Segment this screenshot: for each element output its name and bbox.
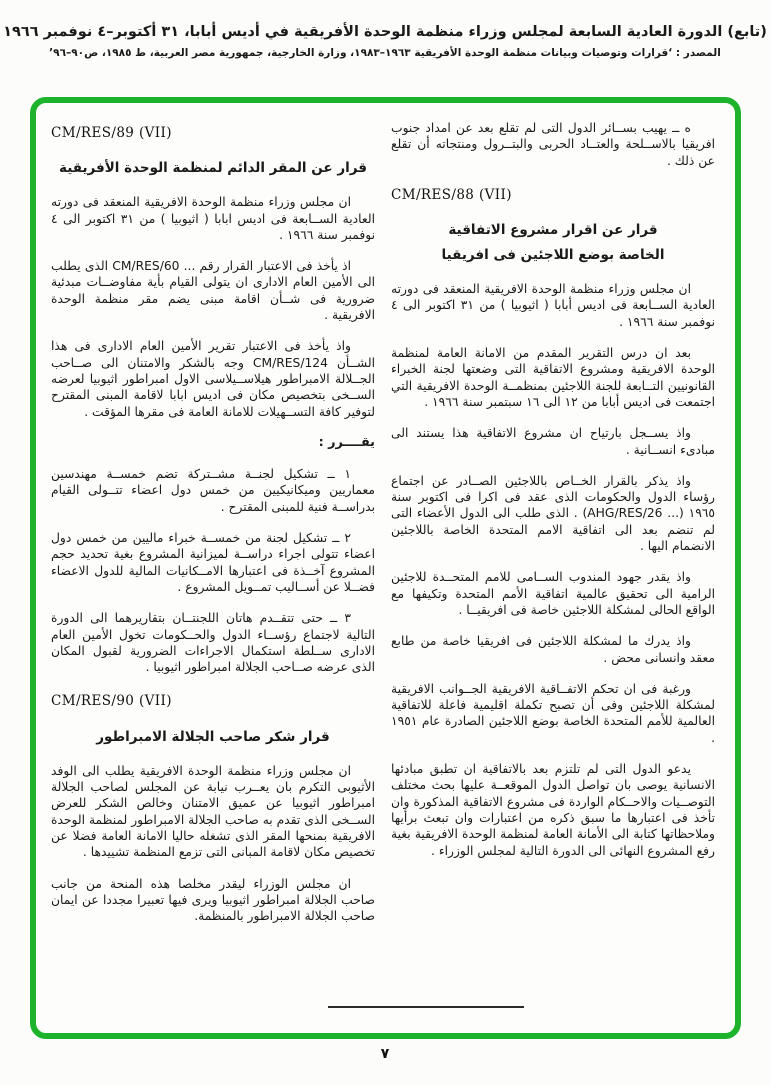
paragraph: ورغبة فى ان تحكم الاتفــاقية الافريقية الجــوانب الافريقية لمشكلة اللاجئين وفى أن تصبح تكملة اقليمية فاعلة للاتفاقية العالمية للأمم المتحدة الخاصة بوضع اللاجئين الصادرة عام ١٩٥١ .	[391, 681, 715, 745]
resolution-title-cm-res-89: قرار عن المقر الدائم لمنظمة الوحدة الأفريقية	[59, 160, 367, 177]
paragraph: واذ يأخذ فى الاعتبار تقرير الأمين العام الادارى فى هذا الشــأن CM/RES/124 وجه بالشكر والامتنان الى صــاحب الجــلالة الامبراطور هيلاســيلاسى الاول امبراطور اثيوبيا لعرضه الســخى بتخصيص مكان فى اديس ابابا لاقامة المبنى المقترح لتوفير كافة التســهيلات للامانة العامة فى مقرها المؤقت .	[51, 339, 375, 419]
end-divider-rule	[328, 1006, 524, 1008]
paragraph: ان مجلس وزراء منظمة الوحدة الافريقية المنعقد فى دورته العادية الســابعة فى اديس ابابا ( اثيوبيا ) من ٣١ اكتوبر الى ٤ نوفمبر سنة ١٩٦٦ .	[51, 195, 375, 242]
paragraph: ان مجلس وزراء منظمة الوحدة الافريقية المنعقد فى دورته العادية الســابعة فى اديس أبابا ( اثيوبيا ) من ٣١ اكتوبر الى ٤ نوفمبر سنة ١٩٦٦ .	[391, 282, 715, 329]
decides-label: يقــــرر :	[318, 434, 375, 450]
left-column	[51, 120, 375, 939]
paragraph: واذ يســجل بارتياح ان مشروع الاتفاقية هذا يستند الى مبادىء انســانية .	[391, 426, 715, 457]
paragraph: واذ يذكر بالقرار الخــاص باللاجئين الصــادر عن اجتماع رؤساء الدول والحكومات الذى عقد فى اكرا فى اكتوبر سنة ١٩٦٥ (... AHG/RES/26) . الذى طلب الى الدول الأعضاء التى لم تنضم بعد الى اتفاقية الامم المتحدة الخاصة باللاجئين الانضمام اليها .	[391, 473, 716, 554]
two-column-layout	[36, 103, 735, 939]
resolution-code-cm-res-89: CM/RES/89 (VII)	[51, 125, 172, 141]
resolution-code-cm-res-90: CM/RES/90 (VII)	[51, 693, 172, 710]
numbered-item-1: ١ ــ تشكيل لجنــة مشــتركة تضم خمســة مهندسين معماريين وميكانيكيين من خمس دول اعضاء تتــولى القيام بدراســة فنية للمبنى المقترح .	[51, 467, 375, 514]
resolution-code-cm-res-88: CM/RES/88 (VII)	[391, 186, 512, 203]
page-number: ٧	[380, 1046, 390, 1062]
right-column	[391, 120, 715, 939]
resolution-title-line2: الخاصة بوضع اللاجئين فى افريقيا	[441, 247, 665, 264]
header-source-line: المصدر : ‘قرارات وتوصيات وبيانات منظمة الوحدة الأفريقية ١٩٦٣–١٩٨٣، وزارة الخارجية، جمهورية مصر العربية، ط ١٩٨٥، ص٩٠–٩٦’	[49, 47, 721, 59]
resolution-title-line1: قرار عن اقرار مشروع الاتفاقية	[448, 222, 658, 239]
paragraph: واذ يدرك ما لمشكلة اللاجئين فى افريقيا خاصة من طابع معقد وانسانى محض .	[391, 634, 715, 665]
paragraph: يدعو الدول التى لم تلتزم بعد بالاتفاقية ان تطبق مبادئها الانسانية يوصى بان تواصل الدول الموقعــة عليها بحث مختلف التوصــيات والاحــكام الواردة فى مشروع الاتفاقية المذكورة وان تأخذ فى اعتبارها ما سبق ذكره من اعتبارات وان تبعث برأيها وملاحظاتها كتابة الى الأمانة العامة لمنظمة الوحدة الافريقية بغية رفع المشروع النهائى الى الدورة التالية لمجلس الوزراء .	[391, 762, 715, 858]
paragraph-continued-item5: ه ــ يهيب بســائر الدول التى لم تقلع بعد عن امداد جنوب افريقيا بالاســلحة والعتــاد الحربى والبتــرول ومنتجاته أن تقلع عن ذلك .	[391, 121, 715, 168]
numbered-item-3: ٣ ــ حتى تتقــدم هاتان اللجنتــان بتقاريرهما الى الدورة التالية لاجتماع رؤســاء الدول والحــكومات تخول الأمين العام الادارى ســلطة استكمال الاجراءات الضرورية لقبول المكان الذى عرضه صــاحب الجلالة امبراطور اثيوبيا .	[51, 611, 375, 675]
resolution-title-cm-res-90: قرار شكر صاحب الجلالة الامبراطور	[96, 728, 330, 745]
resolution-title-cm-res-88	[391, 218, 715, 268]
paragraph: واذ يقدر جهود المندوب الســامى للامم المتحــدة للاجئين الرامية الى تحقيق عالمية اتفاقية الأمم المتحدة وتكيفها مع الواقع الحالى لمشكلة اللاجئين خاصة فى افريقيــا .	[391, 570, 715, 617]
paragraph: ان مجلس الوزراء ليقدر مخلصا هذه المنحة من جانب صاحب الجلالة امبراطور اثيوبيا ويرى فيها تعبيرا مجددا عن ايمان صاحب الجلالة الامبراطور بالمنظمة.	[51, 876, 375, 924]
document-header	[0, 24, 770, 59]
paragraph: اذ يأخذ فى الاعتبار القرار رقم ... CM/RES/60 الذى يطلب الى الأمين العام الادارى ان يتولى القيام بأية مفاوضــات مبدئية ضرورية فى شــأن اقامة مبنى يضم مقر منظمة الوحدة الافريقية .	[51, 259, 375, 323]
header-session-line: (تابع) الدورة العادية السابعة لمجلس وزراء منظمة الوحدة الأفريقية في أديس أبابا، ٣١ أكتوبر–٤ نوفمبر ١٩٦٦	[3, 24, 767, 40]
paragraph: بعد ان درس التقرير المقدم من الامانة العامة لمنظمة الوحدة الافريقية ومشروع الاتفاقية التى وضعتها لجنة الخبراء القانونيين التــابعة للجنة اللاجئين بمنظمــة الوحدة الافريقية التي اجتمعت فى اديس أبابا من ١٢ الى ١٦ سبتمبر سنة ١٩٦٦ .	[391, 346, 715, 409]
numbered-item-2: ٢ ــ تشكيل لجنة من خمســة خبراء ماليين من خمس دول اعضاء تتولى اجراء دراســة لميزانية المشروع بغية تحديد حجم المشروع آخــذة فى اعتبارها الامــكانيات المالية للدول الاعضاء فضــلا عن أســاليب تمــويل المشروع .	[51, 531, 375, 594]
content-frame	[30, 97, 741, 1039]
paragraph: ان مجلس وزراء منظمة الوحدة الافريقية يطلب الى الوفد الأثيوبى التكرم بان يعــرب نيابة عن المجلس لصاحب الجلالة امبراطور اثيوبيا عن عميق الامتنان وخالص الشكر للعرض الســخى الذى تقدم به صاحب الجلالة الامبراطور لمنظمة الوحدة الافريقية بمنحها المقر الذى تشغله حاليا الامانة العامة فضلا عن تخصيص مكان لاقامة المبانى التى تزمع المنظمة تشييدها .	[51, 763, 375, 860]
